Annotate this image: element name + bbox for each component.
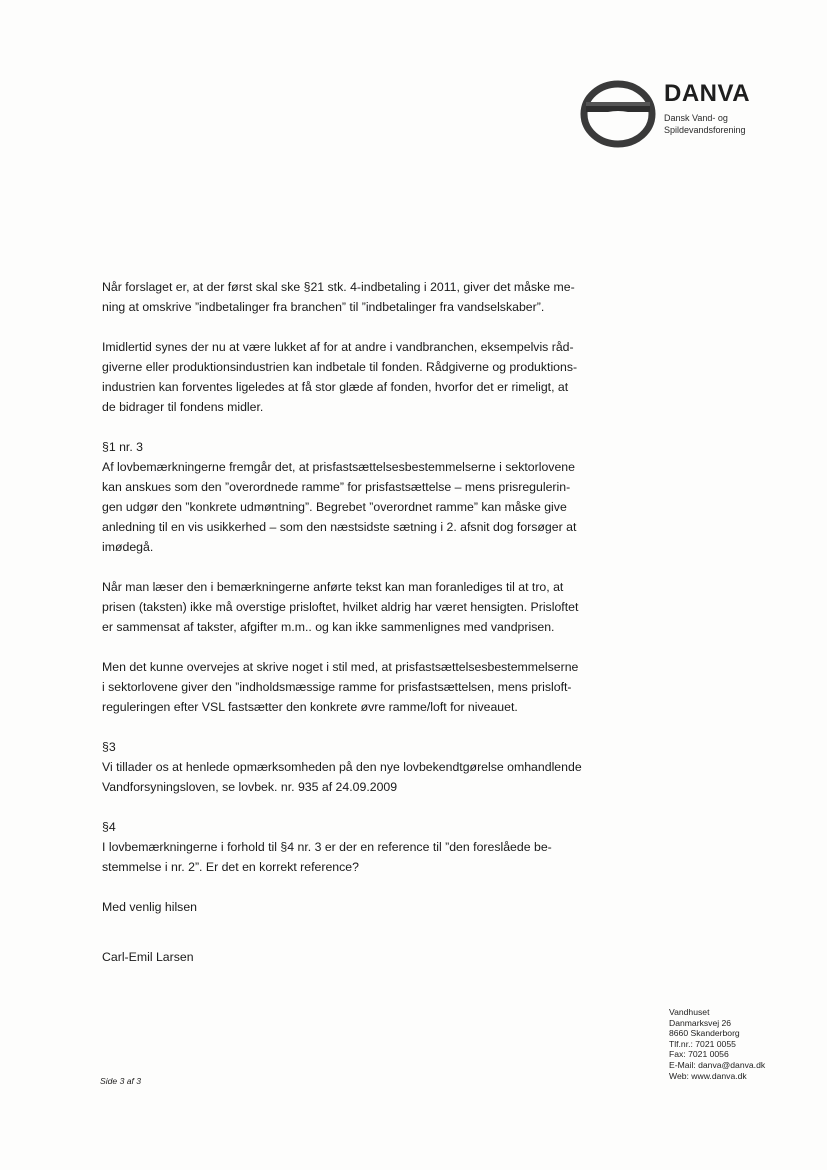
paragraph-6: Vi tillader os at henlede opmærksomheden på den nye lovbekendtgørelse omhandlende Vandforsyningsloven, se lovbek. nr. 935 af 24.09.2009 [102, 760, 582, 794]
section-heading-1-nr-3: §1 nr. 3 [102, 440, 144, 454]
page-number: Side 3 af 3 [100, 1076, 142, 1086]
danva-emblem-icon [578, 76, 658, 156]
paragraph-3: Af lovbemærkningerne fremgår det, at prisfastsættelsesbestemmelserne i sektorlovene kan anskues som den ”overordnede ramme” for prisfastsættelse – mens prisregulerin- gen udgør den ”konkrete udmøntning”. Begrebet ”overordnet ramme” kan måske give anledning til en vis usikkerhed – som den næstsidste sætning i 2. afsnit dog forsøger at imødegå. [102, 460, 577, 554]
paragraph-4: Når man læser den i bemærkningerne anførte tekst kan man foranlediges til at tro, at prisen (taksten) ikke må overstige prisloftet, hvilket aldrig har været hensigten. Prisloftet er sammensat af takster, afgifter m.m.. og kan ikke sammenlignes med vandprisen. [102, 580, 579, 634]
paragraph-7: I lovbemærkningerne i forhold til §4 nr. 3 er der en reference til ”den foreslåede be- stemmelse i nr. 2”. Er det en korrekt reference? [102, 840, 552, 874]
paragraph-1: Når forslaget er, at der først skal ske §21 stk. 4-indbetaling i 2011, giver det måske me- ning at omskrive ”indbetalinger fra branchen” til ”indbetalinger fra vandselskaber”. [102, 280, 575, 314]
section-heading-3: §3 [102, 740, 116, 754]
closing-greeting: Med venlig hilsen [102, 900, 198, 914]
logo-wordmark: DANVA [664, 80, 751, 107]
logo-subtitle-line1: Dansk Vand- og [664, 113, 728, 123]
paragraph-5: Men det kunne overvejes at skrive noget i stil med, at prisfastsættelsesbestemmelserne i sektorlovene giver den ”indholdsmæssige ramme for prisfastsættelsen, mens prisloft- reguleringen efter VSL fastsætter den konkrete øvre ramme/loft for niveauet. [102, 660, 579, 714]
logo-subtitle [664, 112, 746, 136]
footer-line: Danmarksvej 26 [669, 1017, 732, 1028]
logo-subtitle-line2: Spildevandsforening [664, 125, 746, 135]
footer-line: Tlf.nr.: 7021 0055 [669, 1038, 736, 1049]
footer-line: Fax: 7021 0056 [669, 1049, 729, 1060]
letter-body [102, 277, 642, 967]
footer-line: 8660 Skanderborg [669, 1028, 740, 1039]
footer-line: E-Mail: danva@danva.dk [669, 1059, 766, 1070]
paragraph-2: Imidlertid synes der nu at være lukket af for at andre i vandbranchen, eksempelvis råd- giverne eller produktionsindustrien kan indbetale til fonden. Rådgiverne og produktions- industrien kan forventes ligeledes at få stor glæde af fonden, hvorfor det er rimeligt, at de bidrager til fondens midler. [102, 340, 578, 414]
footer-line: Web: www.danva.dk [669, 1070, 747, 1081]
footer-address [669, 1007, 765, 1081]
footer-line: Vandhuset [669, 1007, 710, 1017]
danva-logo [578, 76, 778, 156]
section-heading-4: §4 [102, 820, 116, 834]
signer-name: Carl-Emil Larsen [102, 950, 194, 964]
